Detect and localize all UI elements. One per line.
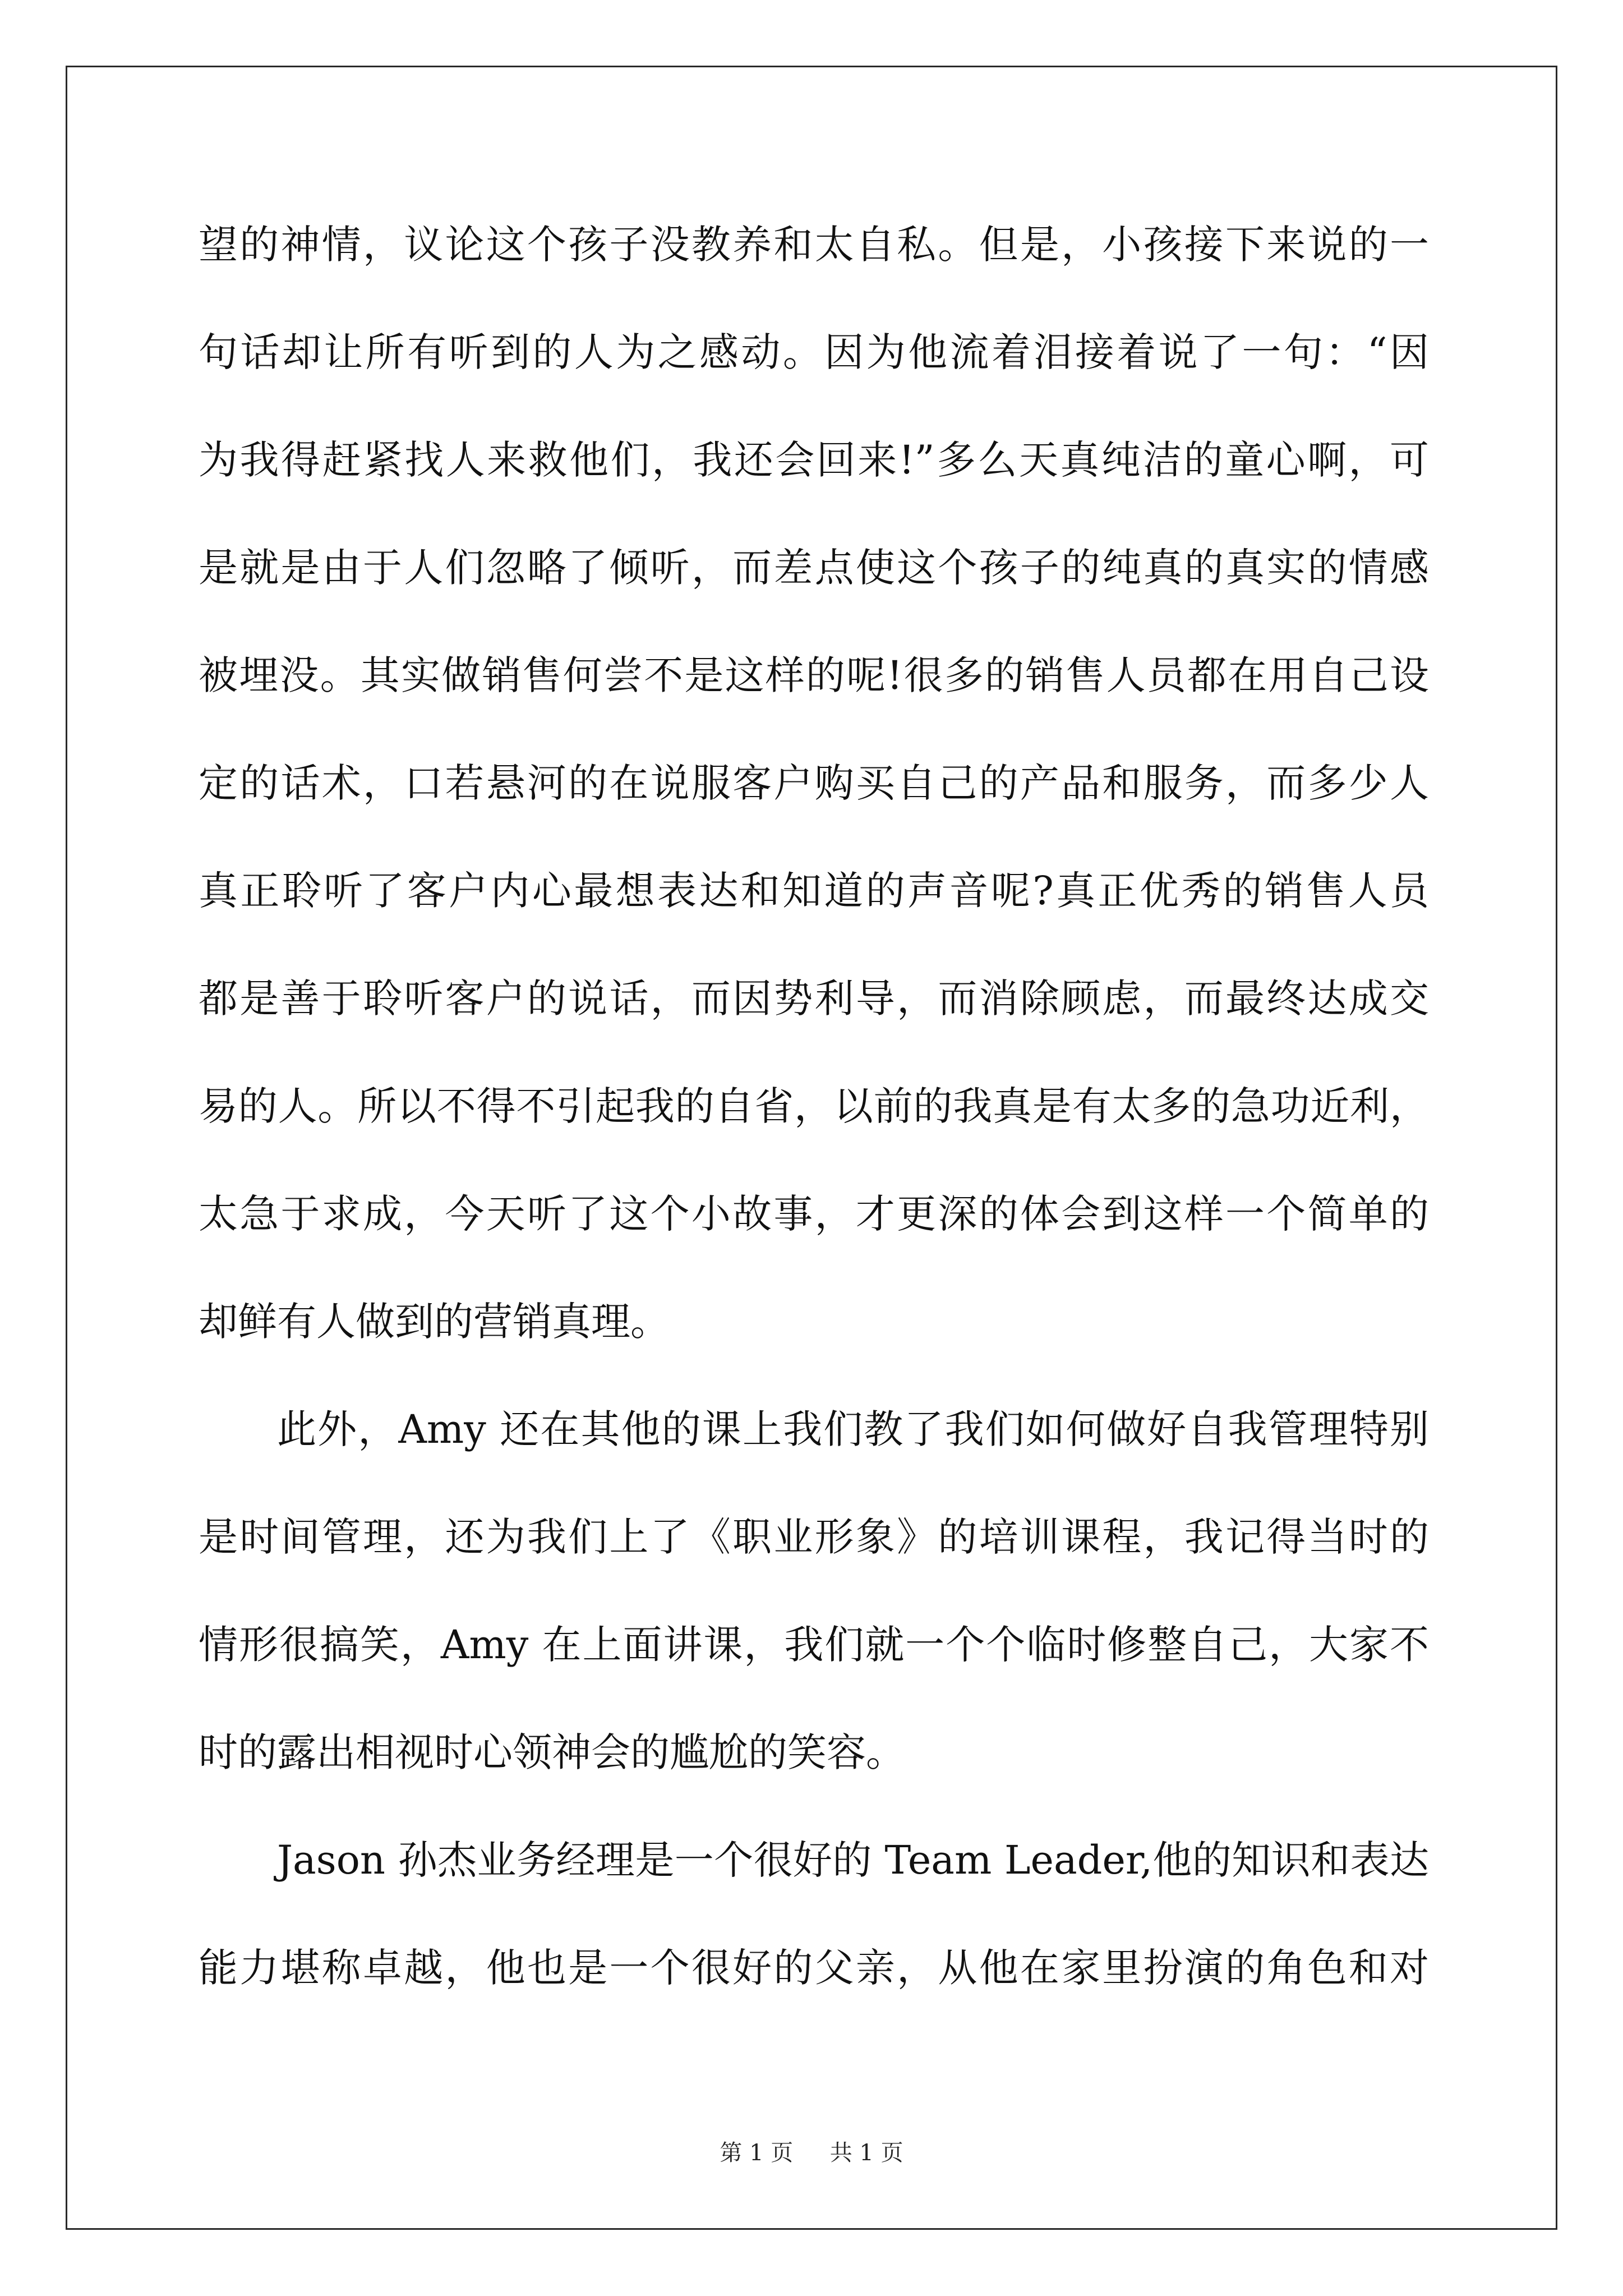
- text-line: 定的话术，口若悬河的在说服客户购买自己的产品和服务，而多少人: [199, 760, 1429, 806]
- text-line-paragraph-end: 时的露出相视时心领神会的尴尬的笑容。: [199, 1729, 905, 1775]
- text-line: 真正聆听了客户内心最想表达和知道的声音呢?真正优秀的销售人员: [199, 868, 1429, 914]
- text-line: 望的神情，议论这个孩子没教养和太自私。但是，小孩接下来说的一: [199, 222, 1429, 268]
- text-line: 是时间管理，还为我们上了《职业形象》的培训课程，我记得当时的: [199, 1514, 1429, 1560]
- text-line: 句话却让所有听到的人为之感动。因为他流着泪接着说了一句：“因: [199, 329, 1429, 375]
- page-footer: [0, 2135, 1623, 2167]
- text-line: 为我得赶紧找人来救他们，我还会回来!”多么天真纯洁的童心啊，可: [199, 437, 1429, 483]
- text-line: 被埋没。其实做销售何尝不是这样的呢!很多的销售人员都在用自己设: [199, 652, 1429, 698]
- text-line-paragraph-end: 却鲜有人做到的营销真理。: [199, 1299, 670, 1345]
- text-line: 太急于求成，今天听了这个小故事，才更深的体会到这样一个简单的: [199, 1191, 1429, 1237]
- text-line: 易的人。所以不得不引起我的自省，以前的我真是有太多的急功近利，: [199, 1083, 1429, 1129]
- page-number-label: 第 1 页: [720, 2140, 794, 2166]
- text-line-paragraph-start: Jason 孙杰业务经理是一个很好的 Team Leader,他的知识和表达: [277, 1837, 1429, 1883]
- document-body: [199, 213, 1429, 2044]
- page-total-label: 共 1 页: [829, 2140, 903, 2166]
- text-line: 情形很搞笑，Amy 在上面讲课，我们就一个个临时修整自己，大家不: [199, 1622, 1429, 1668]
- text-line-paragraph-start: 此外，Amy 还在其他的课上我们教了我们如何做好自我管理特别: [277, 1406, 1429, 1452]
- text-line: 能力堪称卓越，他也是一个很好的父亲，从他在家里扮演的角色和对: [199, 1945, 1429, 1991]
- text-line: 都是善于聆听客户的说话，而因势利导，而消除顾虑，而最终达成交: [199, 976, 1429, 1022]
- text-line: 是就是由于人们忽略了倾听，而差点使这个孩子的纯真的真实的情感: [199, 545, 1429, 591]
